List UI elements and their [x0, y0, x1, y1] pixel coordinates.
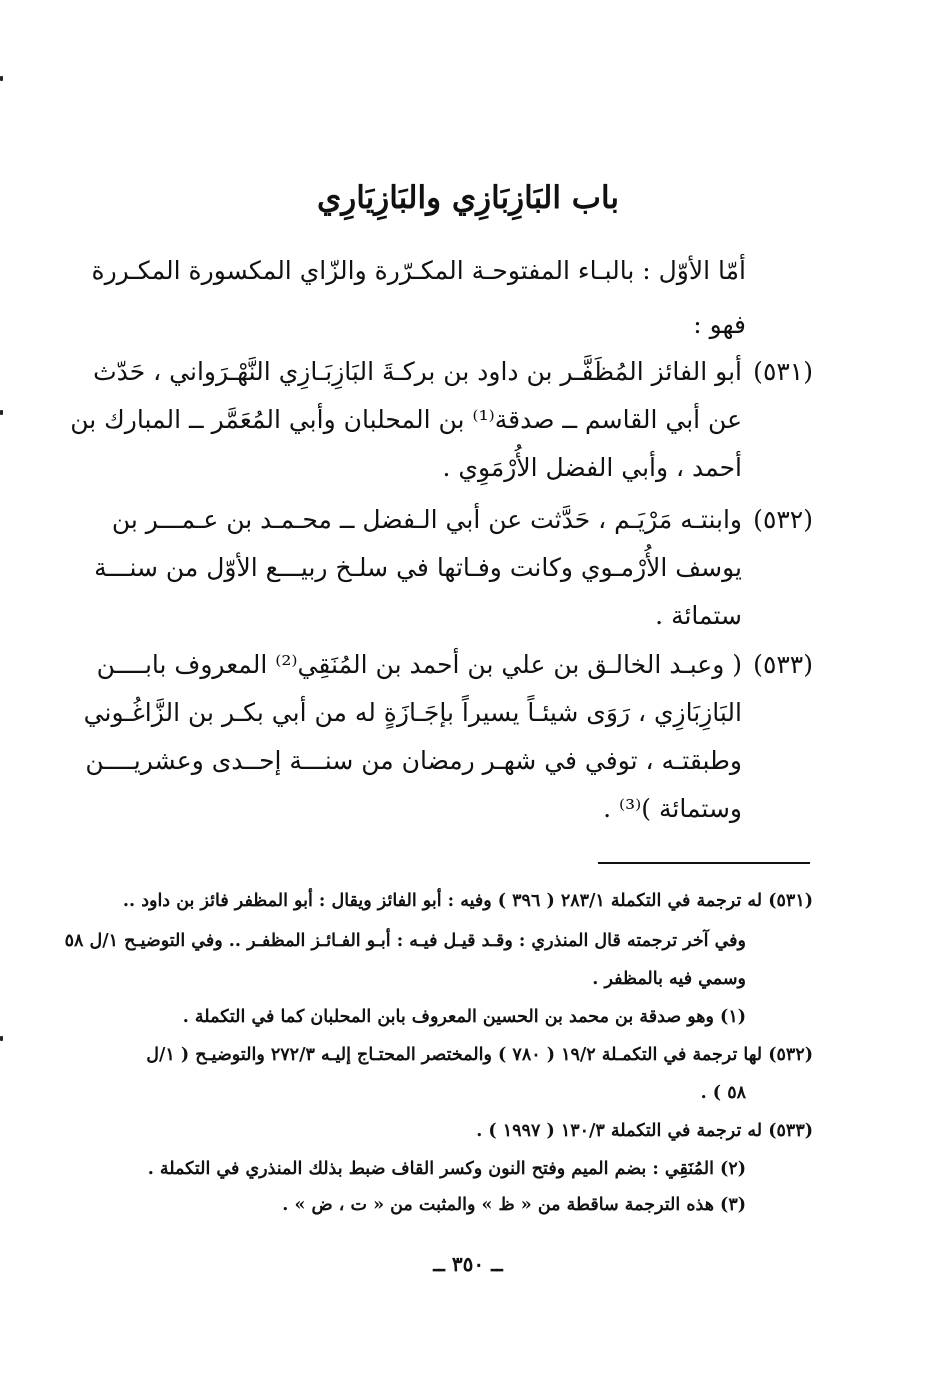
- intro-line: أمّا الأوّل : بالبـاء المفتوحـة المكـرّرة والزّاي المكسورة المكـررة: [91, 256, 746, 285]
- footnote-line: وفي آخر ترجمته قال المنذري : وقـد قيـل فيـه : أبـو الفـائـز المظفـر .. وفي التوضيـح ١/ل ٥٨: [64, 931, 746, 951]
- scan-mark: [0, 1036, 3, 1041]
- entry-line: وستمائة )⁽³⁾ .: [603, 794, 742, 823]
- entry-line: ( وعبـد الخالـق بن علي بن أحمد بن المُنَقِي⁽²⁾ المعروف بابــــن: [96, 650, 742, 679]
- chapter-title: باب البَازِبَازِي والبَازِيَارِي: [316, 180, 620, 216]
- footnote-line: (٢) المُنَقِي : بضم الميم وفتح النون وكسر القاف ضبط بذلك المنذري في التكملة .: [147, 1159, 746, 1179]
- footnote-line: (٣) هذه الترجمة ساقطة من « ظ » والمثبت من « ت ، ض » .: [282, 1195, 746, 1215]
- page-number: ــ ٣٥٠ ــ: [433, 1252, 503, 1276]
- footnote-line: ٥٨ ) .: [700, 1083, 746, 1103]
- footnote-line: (٥٣٢) لها ترجمة في التكمـلة ١٩/٢ ( ٧٨٠ ) والمختصر المحتـاج إليـه ٢٧٢/٣ والتوضيـح ( ١/ل: [146, 1045, 813, 1065]
- entry-number: (٥٣١): [753, 357, 813, 386]
- entry-number: (٥٣٣): [753, 650, 813, 679]
- entry-line: أحمد ، وأبي الفضل الأُرْمَوِي .: [442, 453, 742, 482]
- footnote-line: (٥٣١) له ترجمة في التكملة ٢٨٣/١ ( ٣٩٦ ) وفيه : أبو الفائز ويقال : أبو المظفر فائز بن داود ..: [122, 891, 813, 911]
- entry-line: البَازِبَازِي ، رَوَى شيئـاً يسيراً بإجَـازَةٍ له من أبي بكـر بن الزَّاغُـوني: [83, 698, 742, 727]
- scan-mark: [0, 76, 3, 81]
- footnote-line: وسمي فيه بالمظفر .: [592, 969, 746, 989]
- scan-mark: [0, 410, 3, 415]
- intro-line: فهو :: [693, 310, 746, 339]
- footnote-separator: [598, 862, 810, 864]
- entry-line: أبو الفائز المُظَفَّـر بن داود بن بركـةَ البَازِبَـازِي النَّهْـرَواني ، حَدّث: [93, 357, 742, 386]
- entry-line: وابنتـه مَرْيَـم ، حَدَّثت عن أبي الـفضل ــ محـمـد بن عـمـــر بن: [111, 505, 742, 534]
- entry-line: عن أبي القاسم ــ صدقة⁽¹⁾ بن المحلبان وأبي المُعَمَّر ــ المبارك بن: [70, 405, 742, 434]
- entry-line: ستمائة .: [655, 601, 742, 630]
- entry-line: وطبقتـه ، توفي في شهـر رمضان من سنـــة إحــدى وعشريــــن: [85, 746, 742, 775]
- footnote-line: (٥٣٣) له ترجمة في التكملة ١٣٠/٣ ( ١٩٩٧ ) .: [476, 1121, 813, 1141]
- entry-line: يوسف الأُرْمـوي وكانت وفـاتها في سلـخ ربيـــع الأوّل من سنـــة: [94, 553, 742, 582]
- footnote-line: (١) وهو صدقة بن محمد بن الحسين المعروف بابن المحلبان كما في التكملة .: [182, 1007, 746, 1027]
- entry-number: (٥٣٢): [753, 505, 813, 534]
